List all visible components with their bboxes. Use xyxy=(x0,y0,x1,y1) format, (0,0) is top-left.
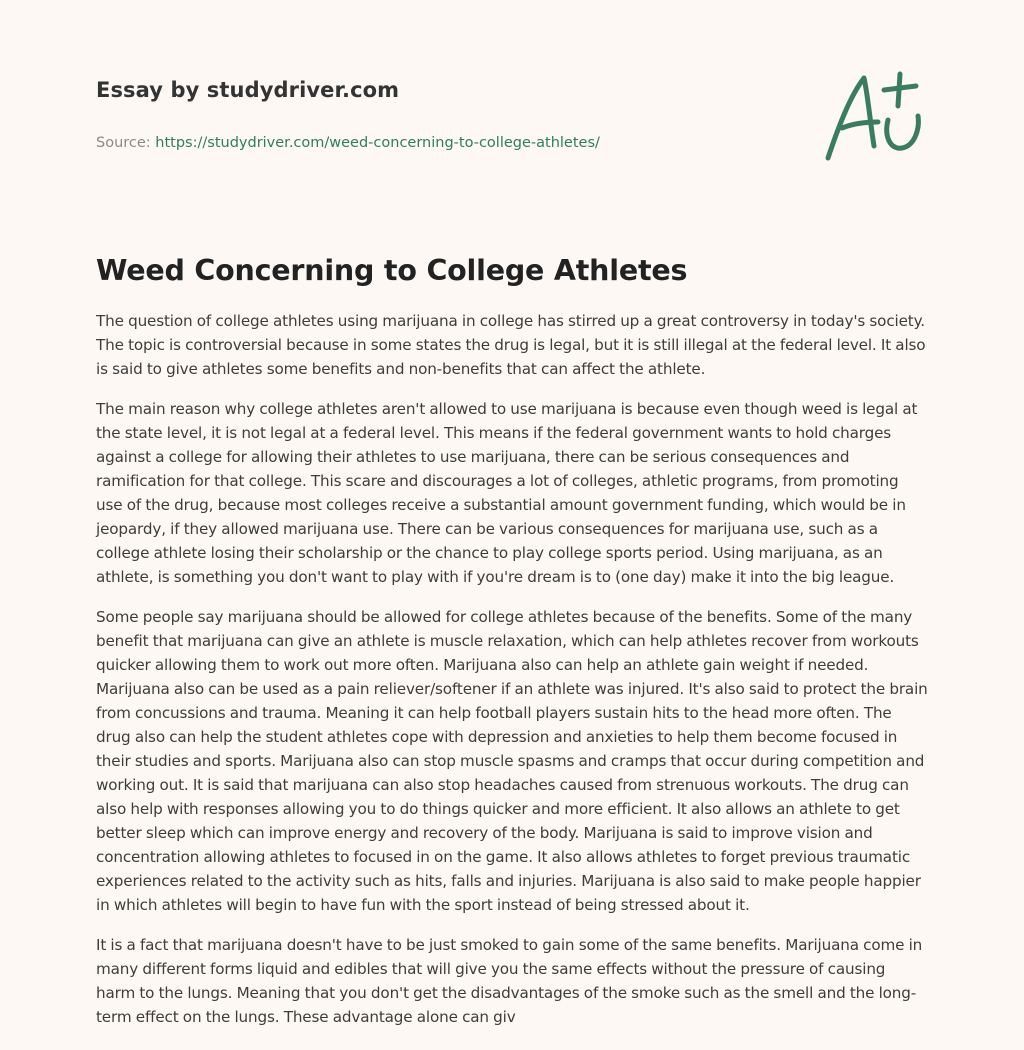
a-plus-logo-icon xyxy=(820,66,930,166)
essay-title: Weed Concerning to College Athletes xyxy=(96,254,688,287)
a-plus-logo-svg xyxy=(820,66,930,166)
essay-paragraph: The question of college athletes using marijuana in college has stirred up a great controversy in today's society. The topic is controversial because in some states the drug is legal, but it is still illegal at the federal level. It also is said to give athletes some benefits and non-benefits that can affect the athlete. xyxy=(96,312,926,378)
source-link[interactable]: https://studydriver.com/weed-concerning-to-college-athletes/ xyxy=(155,135,600,151)
essay-paragraph: The main reason why college athletes aren't allowed to use marijuana is because even though weed is legal at the state level, it is not legal at a federal level. This means if the federal government wants to hold charges against a college for allowing their athletes to use marijuana, there can be serious consequences and ramification for that college. This scare and discourages a lot of colleges, athletic programs, from promoting use of the drug, because most colleges receive a substantial amount government funding, which would be in jeopardy, if they allowed marijuana use. There can be various consequences for marijuana use, such as a college athlete losing their scholarship or the chance to play college sports period. Using marijuana, as an athlete, is something you don't want to play with if you're dream is to (one day) make it into the big league. xyxy=(96,400,918,586)
essay-paragraph: It is a fact that marijuana doesn't have to be just smoked to gain some of the same benefits. Marijuana come in many different forms liquid and edibles that will give you the same effects without the pressure of causing harm to the lungs. Meaning that you don't get the disadvantages of the smoke such as the smell and the long-term effect on the lungs. These advantage alone can giv xyxy=(96,936,923,1026)
source-line xyxy=(96,135,796,151)
page-header xyxy=(96,78,796,151)
essay-article xyxy=(96,254,928,1045)
source-label: Source: xyxy=(96,135,151,151)
essay-paragraph: Some people say marijuana should be allowed for college athletes because of the benefits. Some of the many benefit that marijuana can give an athlete is muscle relaxation, which can help athletes recover from workouts quicker allowing them to work out more often. Marijuana also can help an athlete gain weight if needed. Marijuana also can be used as a pain reliever/softener if an athlete was injured. It's also said to protect the brain from concussions and trauma. Meaning it can help football players sustain hits to the head more often. The drug also can help the student athletes cope with depression and anxieties to help them become focused in their studies and sports. Marijuana also can stop muscle spasms and cramps that occur during competition and working out. It is said that marijuana can also stop headaches caused from strenuous workouts. The drug can also help with responses allowing you to do things quicker and more efficient. It also allows an athlete to get better sleep which can improve energy and recovery of the body. Marijuana is said to improve vision and concentration allowing athletes to focused in on the game. It also allows athletes to forget previous traumatic experiences related to the activity such as hits, falls and injuries. Marijuana is also said to make people happier in which athletes will begin to have fun with the sport instead of being stressed about it. xyxy=(96,608,928,914)
site-title: Essay by studydriver.com xyxy=(96,78,400,102)
